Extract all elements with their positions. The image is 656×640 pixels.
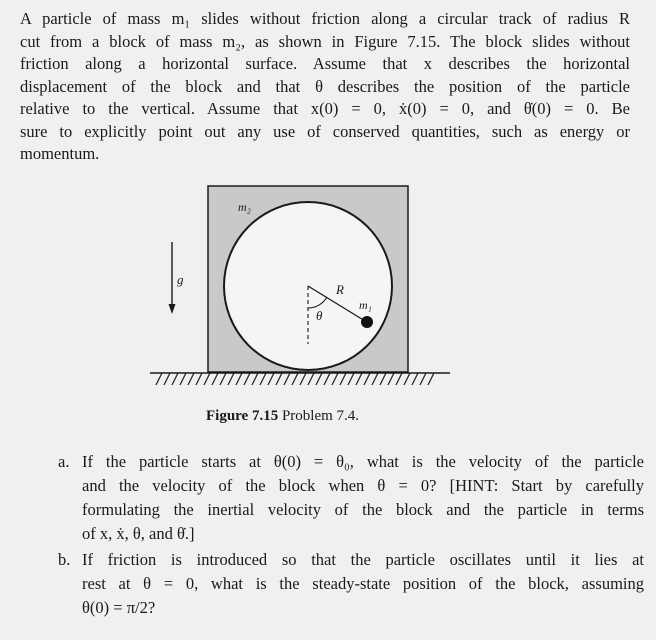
gravity-label: g xyxy=(177,272,184,287)
intro-line: displacement of the block and that θ describes the position of the particle xyxy=(20,76,630,96)
question-part-b xyxy=(58,548,644,620)
figure-7-15 xyxy=(150,180,450,400)
angle-label: θ xyxy=(316,308,323,323)
figure-caption xyxy=(206,408,359,425)
ground-hatching xyxy=(156,373,434,385)
part-line: If friction is introduced so that the particle oscillates until it lies at xyxy=(82,550,644,569)
part-line: If the particle starts at θ(0) = θ₀, what is the velocity of the particle xyxy=(82,452,644,471)
question-parts xyxy=(58,450,644,622)
intro-line: sure to explicitly point out any use of conserved quantities, such as energy or xyxy=(20,121,630,141)
part-label: a. xyxy=(58,452,70,471)
question-part-a xyxy=(58,450,644,546)
intro-line: friction along a horizontal surface. Assume that x describes the horizontal xyxy=(20,54,630,73)
intro-line: relative to the vertical. Assume that x(0) = 0, ẋ(0) = 0, and θ̇(0) = 0. Be xyxy=(20,99,630,118)
intro-line: momentum. xyxy=(20,144,100,163)
gravity-arrowhead xyxy=(169,304,176,314)
part-line: formulating the inertial velocity of the block and the particle in terms xyxy=(82,500,644,519)
particle-m1 xyxy=(361,316,373,328)
part-label: b. xyxy=(58,550,71,569)
intro-line: cut from a block of mass m₂, as shown in Figure 7.15. The block slides without xyxy=(20,31,630,51)
part-line: rest at θ = 0, what is the steady-state position of the block, assuming xyxy=(82,574,644,593)
intro-line: A particle of mass m₁ slides without friction along a circular track of radius R xyxy=(20,9,630,28)
caption-number: Figure 7.15 xyxy=(206,408,279,424)
particle-label: m₁ xyxy=(359,298,372,312)
part-line: θ(0) = π/2? xyxy=(82,598,156,617)
problem-statement xyxy=(20,8,630,166)
radius-label: R xyxy=(336,282,344,297)
caption-text: Problem 7.4. xyxy=(281,408,360,424)
figure-diagram xyxy=(150,180,450,400)
part-line: of x, ẋ, θ, and θ̇.] xyxy=(82,524,195,543)
block-label: m₂ xyxy=(238,200,251,214)
part-line: and the velocity of the block when θ = 0? [HINT: Start by carefully xyxy=(82,476,644,495)
